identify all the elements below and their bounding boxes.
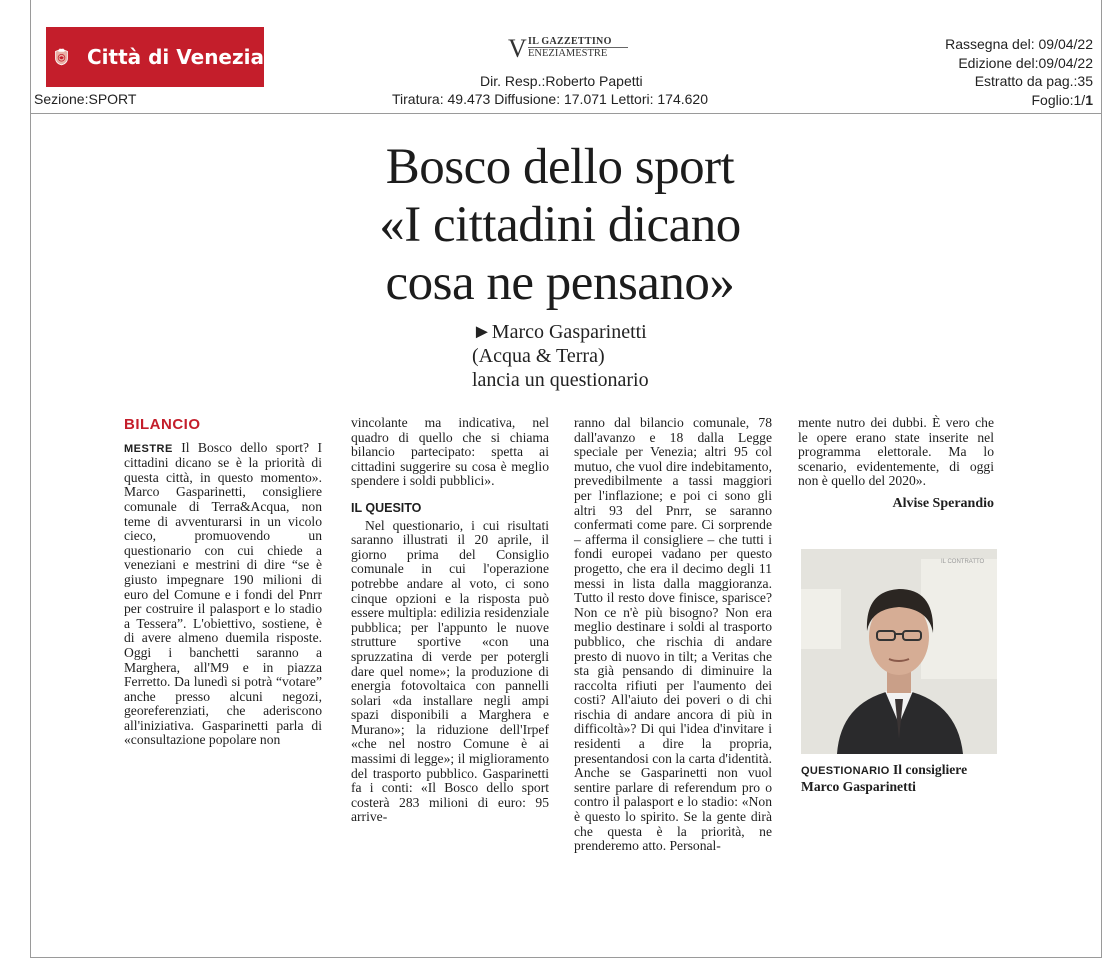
article-column-1 — [124, 418, 322, 748]
rassegna-date: Rassegna del: 09/04/22 — [945, 36, 1093, 52]
header-divider — [30, 113, 1102, 114]
article-column-2 — [351, 416, 549, 825]
article-column-4 — [798, 416, 994, 512]
deck-line: ►Marco Gasparinetti — [472, 321, 647, 343]
article-deck — [472, 320, 649, 392]
body-text: ranno dal bilancio comunale, 78 dall'avanzo e 18 dalla Legge speciale per Venezia; altri 95 col mutuo, che vuol dire indebitamento, prevedibilmente a tassi maggiori per l'inflazione; e poi ci sono gli altri 93 del Pnrr, se saranno confermati come pare. Ci sorprende – afferma il consigliere – che tutti i fondi europei vadano per questo progetto, che era il decimo degli 11 messi in lista dalla maggioranza. Tutto il resto dove finisce, sparisce? Non ce n'è più bisogno? Non era meglio destinare i soldi al trasporto pubblico, che rischia di andare presto di nuovo in tilt; a Veritas che sta già pensando di diminuire la raccolta rifiuti per l'aumento dei costi? All'aiuto dei poveri o di chi rischia di andare ancora di più in difficoltà»? Di qui l'idea d'invitare i residenti a dire la propria, presentandosi con la carta d'identità. Anche se Gasparinetti non vuol sentire parlare di referendum pro o contro il palasport e lo stadio: «Non è questo lo spirito. Se la gente dirà che questa è la priorità, ne prenderemo atto. Personal- — [574, 415, 772, 854]
masthead-top: IL GAZZETTINO — [528, 36, 612, 47]
caption-text: Il consigliere Marco Gasparinetti — [801, 762, 968, 794]
section-kicker: BILANCIO — [124, 416, 201, 433]
foglio-count: Foglio:1/1 — [1031, 91, 1093, 108]
caption-label: QUESTIONARIO — [801, 765, 890, 777]
newspaper-masthead — [508, 34, 708, 62]
svg-text:IL CONTRATTO: IL CONTRATTO — [941, 559, 985, 565]
masthead-initial: V — [508, 34, 527, 63]
headline-line: Bosco dello sport — [385, 139, 735, 195]
deck-line: (Acqua & Terra) — [472, 345, 605, 367]
photo-caption — [801, 762, 1001, 794]
section-label: Sezione:SPORT — [34, 91, 137, 107]
headline-line: «I cittadini dicano — [379, 197, 741, 253]
estratto-page: Estratto da pag.:35 — [974, 73, 1093, 89]
headline-line: cosa ne pensano» — [385, 255, 735, 311]
director-line: Dir. Resp.:Roberto Papetti — [480, 73, 643, 89]
portrait-photo — [801, 549, 997, 754]
edizione-date: Edizione del:09/04/22 — [958, 54, 1093, 71]
dateline: MESTRE — [124, 442, 173, 455]
publisher-name: Città di Venezia — [87, 45, 264, 69]
publisher-logo — [46, 27, 264, 87]
circulation-line: Tiratura: 49.473 Diffusione: 17.071 Lettori: 174.620 — [392, 91, 708, 107]
article-column-3 — [574, 416, 772, 854]
deck-line: lancia un questionario — [472, 369, 649, 391]
masthead-bottom: ENEZIAMESTRE — [528, 48, 608, 59]
body-text: vincolante ma indicativa, nel quadro di quello che si chiama bilancio partecipato: spetta ai cittadini suggerire su cosa è meglio spendere i soldi pubblici». — [351, 415, 549, 489]
venice-crest-icon — [54, 34, 69, 80]
author-byline: Alvise Sperandio — [892, 495, 994, 511]
body-text: mente nutro dei dubbi. È vero che le opere erano state inserite nel programma elettorale. Ma lo scenario, evidentemente, di oggi non è quello del 2020». — [798, 415, 994, 489]
article-headline — [340, 138, 780, 312]
body-text: Nel questionario, i cui risultati saranno illustrati il 20 aprile, il giorno prima del Consiglio comunale in cui l'operazione potrebbe andare al voto, ci sono cinque opzioni e la risposta può essere multipla: edilizia residenziale pubblica; per l'appunto le nuove strutture sportive «con una spruzzatina di verde per potergli dare quel nome»; la produzione di energia fotovoltaica con pannelli solari «da installare negli ampi spazi disponibili a Marghera e Murano»; la riduzione dell'Irpef «che nel nostro Comune è ai massimi di legge»; il miglioramento del trasporto pubblico. Gasparinetti fa i conti: «Il Bosco dello sport costerà 283 milioni di euro: 95 arrive- — [351, 517, 549, 825]
press-review-meta — [945, 35, 1093, 109]
subheading: IL QUESITO — [351, 500, 422, 515]
article-photo — [801, 549, 997, 754]
body-text: Il Bosco dello sport? I cittadini dicano se è la priorità di questa città, in questo momento». Marco Gasparinetti, consigliere comunale di Terra&Acqua, non teme di avventurarsi in un vicolo cieco, promuovendo un questionario con cui chiede a veneziani e mestrini di dire “se è giusto impegnare 190 milioni di euro del Comune e i fondi del Pnrr per costruire il palasport e lo stadio a Tessera”. L'obiettivo, sostiene, è di avere almeno duemila risposte. Oggi i banchetti saranno a Marghera, all'M9 e in piazza Ferretto. Da lunedì si potrà “votare” anche presso alcuni negozi, georeferenziati, che aderiscono all'iniziativa. Gasparinetti parla di «consultazione popolare non — [124, 439, 322, 748]
